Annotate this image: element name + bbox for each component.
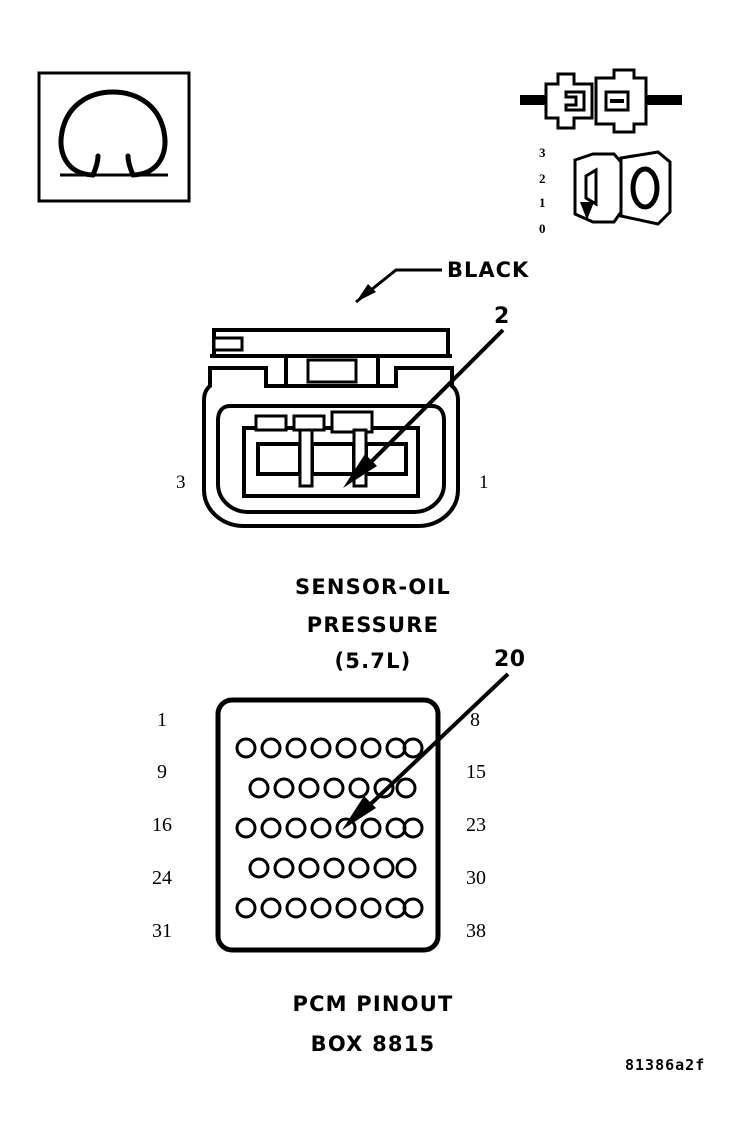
pcm-pin-right-38: 38	[466, 920, 486, 942]
pcm-pin20-callout-arrow	[330, 666, 520, 836]
pcm-pin-right-15: 15	[466, 761, 486, 783]
sensor-pin2-callout-arrow	[325, 322, 515, 492]
pcm-pin-right-23: 23	[466, 814, 486, 836]
omega-symbol-box	[36, 70, 192, 204]
pcm-pin-left-9: 9	[157, 761, 167, 783]
sensor-pin-left-3: 3	[176, 472, 186, 493]
cavity-number-3: 3	[539, 145, 546, 160]
sensor-title-line-3: (5.7L)	[334, 649, 412, 673]
sensor-title-line-1: SENSOR-OIL	[295, 575, 451, 599]
black-wire-label: BLACK	[447, 258, 530, 282]
pcm-title-line-1: PCM PINOUT	[292, 992, 454, 1016]
pcm-pin-right-30: 30	[466, 867, 486, 889]
cavity-number-2: 2	[539, 171, 546, 186]
pcm-pin-left-1: 1	[157, 709, 167, 731]
sensor-title-line-2: PRESSURE	[306, 613, 440, 637]
pcm-pin-right-8: 8	[470, 709, 480, 731]
cavity-number-0: 0	[539, 221, 546, 236]
pcm-pin-left-31: 31	[152, 920, 172, 942]
sensor-pin-right-1: 1	[479, 472, 489, 493]
cavity-number-1: 1	[539, 195, 546, 210]
pcm-callout-20: 20	[494, 647, 526, 672]
black-leader-line	[330, 258, 460, 320]
pcm-pin-left-24: 24	[152, 867, 172, 889]
pcm-title-line-2: BOX 8815	[310, 1032, 436, 1056]
figure-code-label: 81386a2f	[625, 1056, 706, 1074]
sensor-callout-2: 2	[494, 304, 510, 329]
pcm-pin-left-16: 16	[152, 814, 172, 836]
